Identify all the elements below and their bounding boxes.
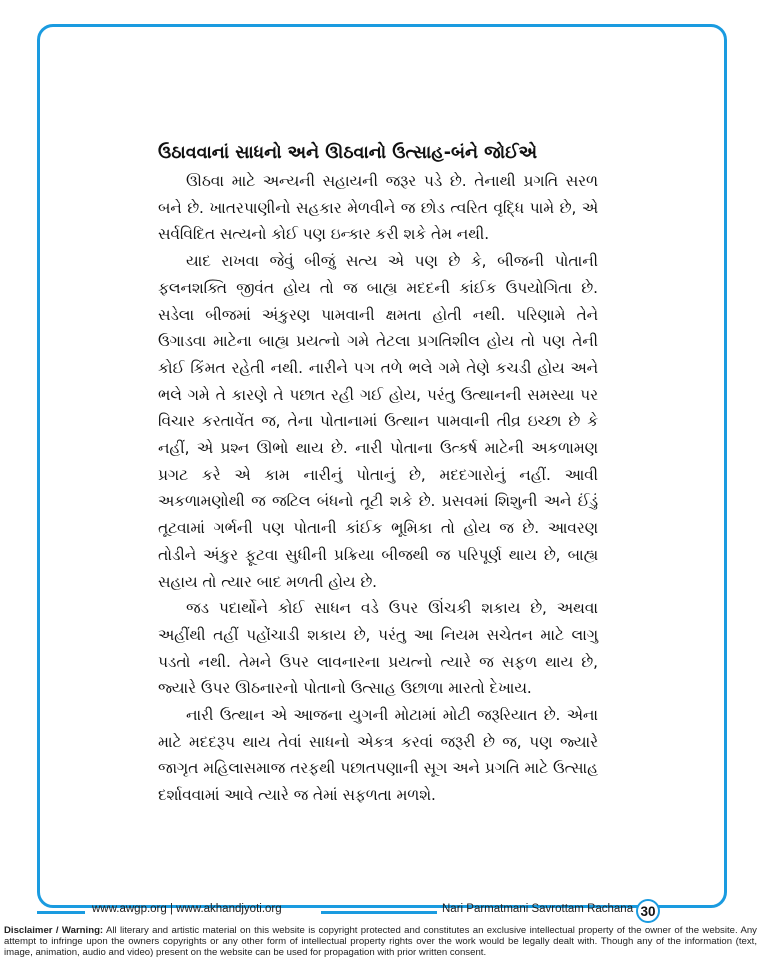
footer-websites[interactable]: www.awgp.org | www.akhandjyoti.org [92, 903, 282, 915]
footer-divider-middle [321, 911, 437, 914]
article-title: ઉઠાવવાનાં સાધનો અને ઊઠવાનો ઉત્સાહ-બંને જોઈએ [158, 143, 538, 163]
paragraph-1: ઊઠવા માટે અન્યની સહાયની જરૂર પડે છે. તેનાથી પ્રગતિ સરળ બને છે. ખાતરપાણીનો સહકાર મેળવીને જ છોડ ત્વરિત વૃદ્ધિ પામે છે, એ સર્વવિદિત સત્યનો કોઈ પણ ઇન્કાર કરી શકે તેમ નથી. [158, 172, 598, 244]
footer-divider-left [37, 911, 85, 914]
disclaimer-label: Disclaimer / Warning: [4, 925, 104, 936]
article [158, 140, 598, 809]
article-body [158, 168, 598, 809]
disclaimer-text: All literary and artistic material on this website is copyright protected and constitutes an exclusive intellectual property of the owner of the website. Any attempt to infringe upon the owners copyrights or any other form of intellectual property rights over the work would be legally dealt with. Though any of the information (text, image, animation, audio and video) present on the website can be used for propagation with prior written consent. [4, 925, 757, 958]
page-number-badge [636, 899, 660, 923]
page-number: 30 [640, 903, 656, 919]
paragraph-2: યાદ રાખવા જેવું બીજું સત્ય એ પણ છે કે, બીજની પોતાની ફલનશક્તિ જીવંત હોય તો જ બાહ્ય મદદની કાંઈક ઉપયોગિતા છે. સડેલા બીજમાં અંકુરણ પામવાની ક્ષમતા હોતી નથી. પરિણામે તેને ઉગાડવા માટેના બાહ્ય પ્રયત્નો ગમે તેટલા પ્રગતિશીલ હોય તો પણ તેની કોઈ કિંમત રહેતી નથી. નારીને પગ તળે ભલે ગમે તેણે કચડી હોય અને ભલે ગમે તે કારણે તે પછાત રહી ગઈ હોય, પરંતુ ઉત્થાનની સમસ્યા પર વિચાર કરતાવેંત જ, તેના પોતાનામાં ઉત્થાન પામવાની તીવ્ર ઇચ્છા છે કે નહીં, એ પ્રશ્ન ઊભો થાય છે. નારી પોતાના ઉત્કર્ષ માટેની અકળામણ પ્રગટ કરે એ કામ નારીનું પોતાનું છે, મદદગારોનું નહીં. આવી અકળામણોથી જ જટિલ બંધનો તૂટી શકે છે. પ્રસવમાં શિશુની અને ઈંડું તૂટવામાં ગર્ભની પણ પોતાની કાંઈક ભૂમિકા તો હોય જ છે. આવરણ તોડીને અંકુર ફૂટવા સુધીની પ્રક્રિયા બીજથી જ પરિપૂર્ણ થાય છે, બાહ્ય સહાય તો ત્યાર બાદ મળતી હોય છે. [158, 252, 598, 591]
paragraph-4: નારી ઉત્થાન એ આજના યુગની મોટામાં મોટી જરૂરિયાત છે. એના માટે મદદરૂપ થાય તેવાં સાધનો એકત્ર કરવાં જરૂરી છે જ, પણ જ્યારે જાગૃત મહિલાસમાજ તરફથી પછાતપણાની સૂગ અને પ્રગતિ માટે ઉત્સાહ દર્શાવવામાં આવે ત્યારે જ તેમાં સફળતા મળશે. [158, 706, 598, 805]
paragraph-3: જડ પદાર્થોને કોઈ સાધન વડે ઉપર ઊંચકી શકાય છે, અથવા અહીંથી તહીં પહોંચાડી શકાય છે, પરંતુ આ નિયમ સચેતન માટે લાગુ પડતો નથી. તેમને ઉપર લાવનારના પ્રયત્નો ત્યારે જ સફળ થાય છે, જ્યારે ઉપર ઊઠનારનો પોતાનો ઉત્સાહ ઉછાળા મારતો દેખાય. [158, 599, 598, 698]
disclaimer [4, 925, 757, 958]
footer-book-title: Nari Parmatmani Savrottam Rachana [442, 903, 634, 915]
